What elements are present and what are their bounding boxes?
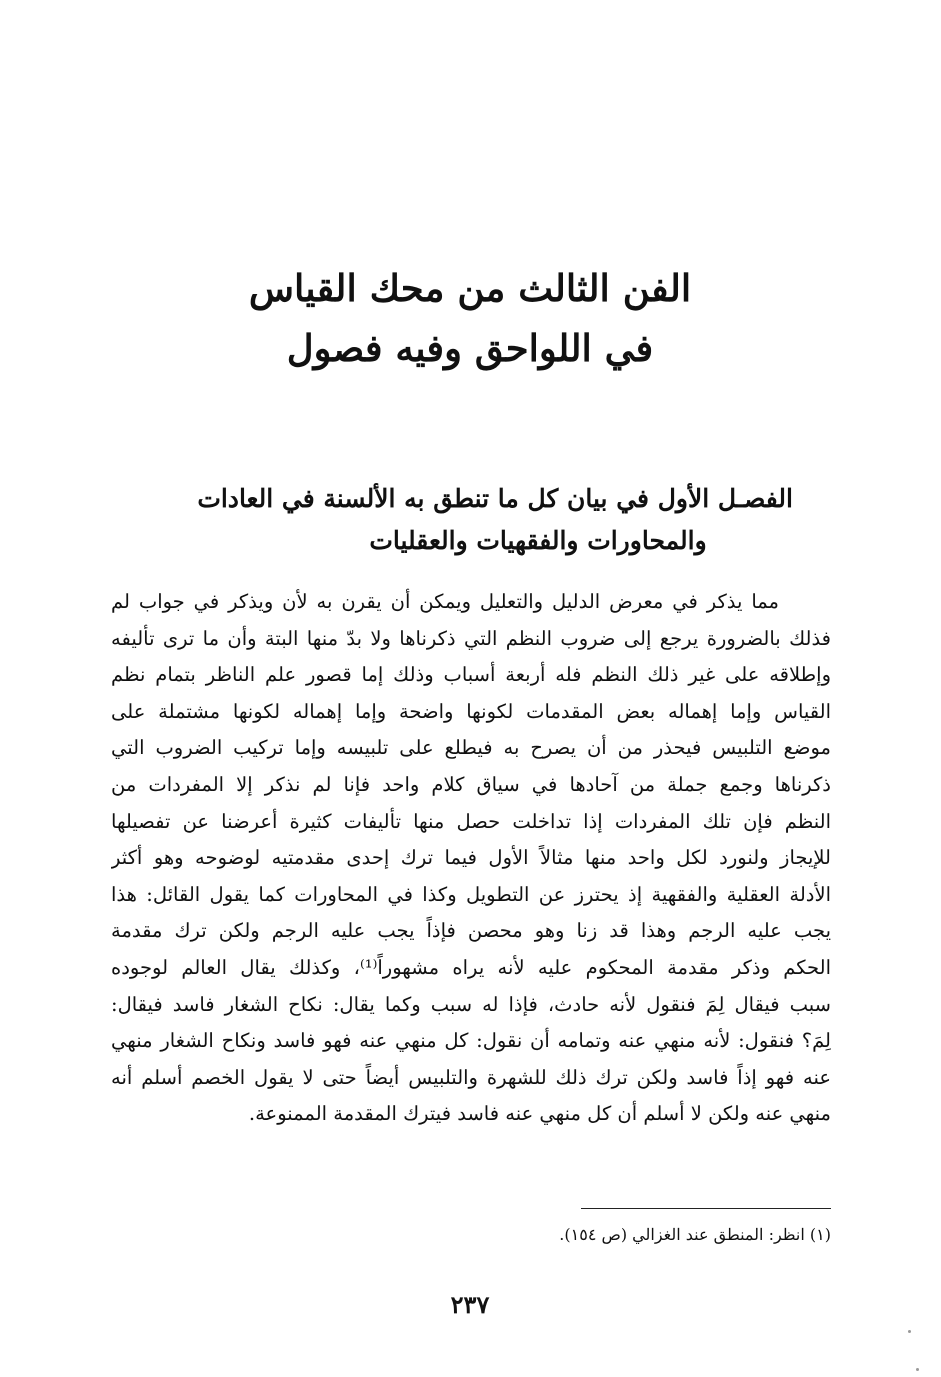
body-line: مما يذكر في معرض الدليل والتعليل ويمكن أن يقرن به لأن ويذكر في جواب لم xyxy=(111,590,779,613)
chapter-title-line-1: الفصـل الأول في بيان كل ما تنطق به الألسنة في العادات xyxy=(197,484,793,513)
footnote: (١) انظر: المنطق عند الغزالي (ص ١٥٤). xyxy=(559,1225,831,1244)
body-line: وإطلاقه على غير ذلك النظم فله أربعة أسباب وذلك إما قصور علم الناظر بتمام نظم xyxy=(111,663,831,687)
body-line: لِمَ؟ فنقول: لأنه منهي عنه وتمامه أن نقول: كل منهي عنه فهو فاسد ونكاح الشغار منهي xyxy=(111,1029,831,1053)
scan-speck xyxy=(908,1330,911,1333)
body-line: القياس وإما إهماله بعض المقدمات لكونها واضحة وإما إهماله لكونها مشتملة على xyxy=(111,699,831,723)
part-title xyxy=(150,258,790,378)
body-line: فذلك بالضرورة يرجع إلى ضروب النظم التي ذكرناها ولا بدّ منها البتة وأن ما ترى تأليفه xyxy=(111,626,831,650)
body-line: يجب عليه الرجم وهذا قد زنا وهو محصن فإذاً يجب عليه الرجم ولكن ترك مقدمة xyxy=(111,919,831,943)
part-title-line-2: في اللواحق وفيه فصول xyxy=(286,326,654,370)
body-line: منهي عنه ولكن لا أسلم أن كل منهي عنه فاسد فيترك المقدمة الممنوعة. xyxy=(248,1102,831,1126)
body-line: الحكم وذكر مقدمة المحكوم عليه لأنه يراه مشهوراً⁽¹⁾، وكذلك يقال العالم لوجوده xyxy=(111,955,831,979)
body-line: للإيجاز ولنورد لكل واحد منها مثالاً الأول فيما ترك إحدى مقدمتيه لوضوحه وهو أكثر xyxy=(111,846,831,870)
body-line: ذكرناها وجمع جملة من آحادها في سياق كلام واحد فإنا لم نذكر إلا المفردات من xyxy=(111,772,831,796)
scan-speck xyxy=(916,1368,919,1371)
body-line: عنه فهو إذاً فاسد ولكن ترك ذلك للشهرة والتلبيس أيضاً حتى لا يقول الخصم أسلم أنه xyxy=(111,1065,831,1089)
chapter-title xyxy=(153,478,793,562)
page-number: ٢٣٧ xyxy=(450,1290,490,1319)
body-line: النظم فإن تلك المفردات إذا تداخلت حصل منها تأليفات كثيرة أعرضنا عن تفصيلها xyxy=(111,809,831,833)
body-line: موضع التلبيس فيحذر من أن يصرح به فيطلع على تلبيسه وإما تركيب الضروب التي xyxy=(111,736,831,760)
footnote-divider xyxy=(581,1208,831,1209)
chapter-title-line-2: والمحاورات والفقهيات والعقليات xyxy=(369,526,707,555)
body-paragraph xyxy=(111,584,831,1133)
part-title-line-1: الفن الثالث من محك القياس xyxy=(248,266,692,310)
body-line: سبب فيقال لِمَ فنقول لأنه حادث، فإذا له سبب وكما يقال: نكاح الشغار فاسد فيقال: xyxy=(111,992,831,1016)
body-line: الأدلة العقلية والفقهية إذ يحترز عن التطويل وكذا في المحاورات كما يقول القائل: هذا xyxy=(111,882,831,906)
